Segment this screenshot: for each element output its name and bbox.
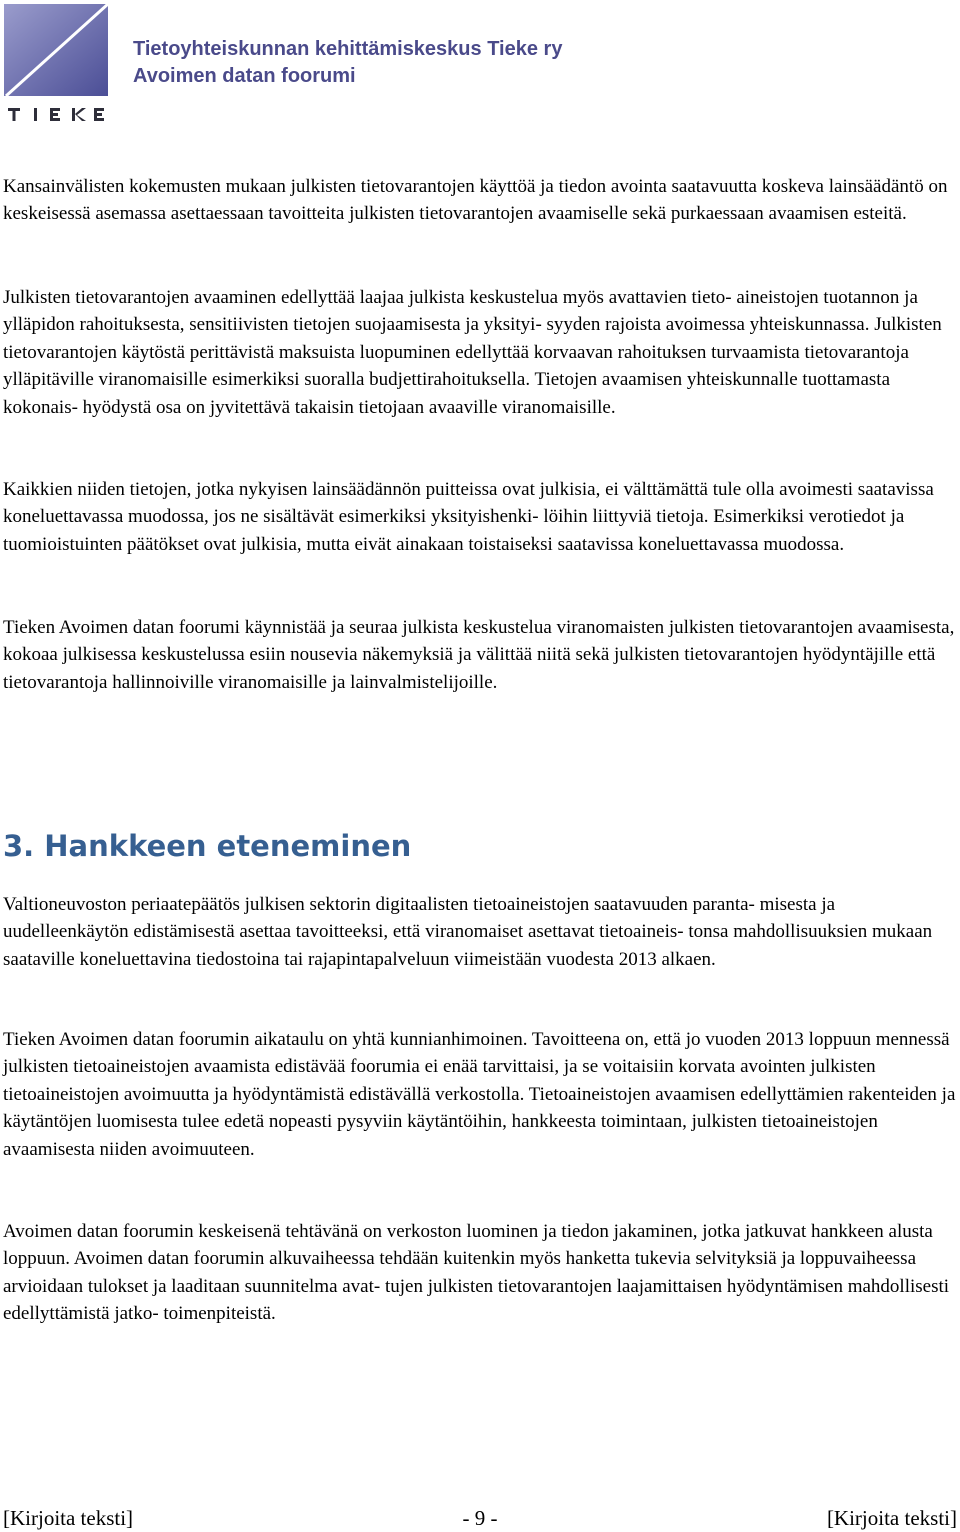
tieke-logo (4, 4, 108, 124)
paragraph-3: Kaikkien niiden tietojen, jotka nykyisen lainsäädännön puitteissa ovat julkisia, ei välttämättä tule olla avoimesti saatavissa koneluettavassa muodossa, jos ne sisältävät esimerkiksi yksityishenki- löihin liittyviä tietoja. Esimerkiksi verotiedot ja tuomioistuinten päätökset ovat julkisia, mutta eivät ainakaan toistaiseksi saatavissa koneluettavassa muodossa. (3, 479, 934, 555)
page-number: - 9 - (462, 1506, 498, 1530)
paragraph-6: Tieken Avoimen datan foorumin aikataulu on yhtä kunnianhimoinen. Tavoitteena on, että jo vuoden 2013 loppuun mennessä julkisten tietoaineistojen avaamista edistävää foorumia ei enää tarvittaisi, ja se voitaisiin korvata avointen julkisten tietoaineistojen avoimuutta ja hyödyntämistä edistävällä verkostolla. Tietoaineistojen avaamisen edellyttämien rakenteiden ja käytäntöjen luomisesta tulee edetä nopeasti pysyviin käytäntöihin, hankkeesta toimintaan, julkisten tietoaineistojen avaamisesta niiden avoimuuteen. (3, 1029, 956, 1160)
footer-left-placeholder[interactable]: [Kirjoita teksti] (3, 1506, 134, 1530)
paragraph-4: Tieken Avoimen datan foorumi käynnistää ja seuraa julkista keskustelua viranomaisten julkisten tietovarantojen avaamisesta, kokoaa julkisessa keskustelussa esiin nousevia näkemyksiä ja välittää niitä sekä julkisten tietovarantojen hyödyntäjille että tietovarantoja hallinnoiville viranomaisille ja lainvalmistelijoille. (3, 617, 955, 693)
paragraph-7: Avoimen datan foorumin keskeisenä tehtävänä on verkoston luominen ja tiedon jakaminen, jotka jatkuvat hankkeen alusta loppuun. Avoimen datan foorumin alkuvaiheessa tehdään kuitenkin myös hanketta tukevia selvityksiä ja loppuvaiheessa arvioidaan tulokset ja laaditaan suunnitelma avat- tujen julkisten tietovarantojen laajamittaisen hyödyntämisen mahdollisesti edellyttämistä jatko- toimenpiteistä. (3, 1221, 950, 1325)
paragraph-5: Valtioneuvoston periaatepäätös julkisen sektorin digitaalisten tietoaineistojen saatavuuden paranta- misesta ja uudelleenkäytön edistämisestä asettaa tavoitteeksi, että viranomaiset asettavat tietoaineis- tonsa mahdollisuuksien mukaan saataville koneluettavina tiedostoina tai rajapintapalveluun viimeistään vuodesta 2013 alkaen. (3, 894, 933, 970)
paragraph-1: Kansainvälisten kokemusten mukaan julkisten tietovarantojen käyttöä ja tiedon avointa saatavuutta koskeva lainsäädäntö on keskeisessä asemassa asettaessaan tavoitteita julkisten tietovarantojen avaamiselle sekä purkaessaan avaamisen esteitä. (3, 176, 948, 225)
paragraph-2: Julkisten tietovarantojen avaaminen edellyttää laajaa julkista keskustelua myös avattavien tieto- aineistojen tuotannon ja ylläpidon rahoituksesta, sensitiivisten tietojen suojaamisesta ja yksityi- syyden rajoista avoimessa yhteiskunnassa. Julkisten tietovarantojen käytöstä perittävistä maksuista luopuminen edellyttää korvaavan rahoituksen turvaamista tietovarantoja ylläpitäville viranomaisille esimerkiksi suoralla budjettirahoituksella. Tietojen avaamisen yhteiskunnalle tuottamasta kokonais- hyödystä osa on jyvitettävä takaisin tietojaan avaaville viranomaisille. (3, 287, 942, 418)
page-footer (3, 1505, 957, 1531)
footer-right-placeholder[interactable]: [Kirjoita teksti] (826, 1506, 957, 1530)
organization-name: Tietoyhteiskunnan kehittämiskeskus Tieke ry (133, 38, 563, 60)
section-heading: 3. Hankkeen eteneminen (3, 829, 412, 863)
forum-name: Avoimen datan foorumi (133, 65, 356, 87)
document-header (133, 36, 562, 90)
